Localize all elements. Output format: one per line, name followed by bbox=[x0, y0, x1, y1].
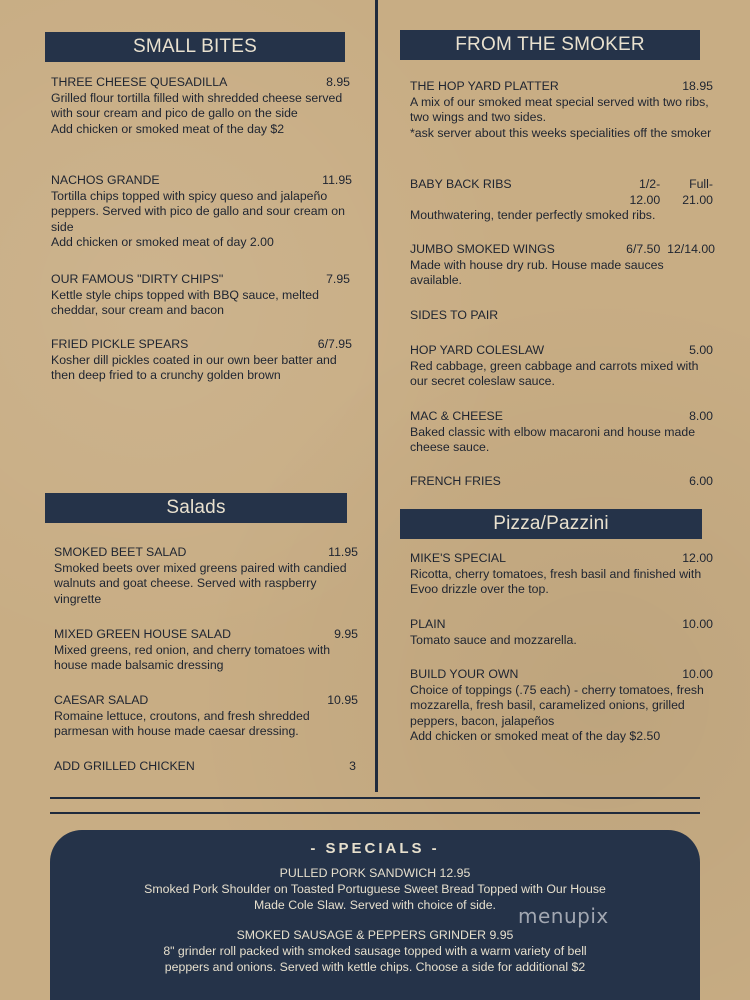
item-name: MAC & CHEESE bbox=[410, 409, 503, 423]
item-name: FRENCH FRIES bbox=[410, 474, 501, 488]
special-description: 8" grinder roll packed with smoked sausage topped with a warm variety of bell bbox=[163, 944, 587, 958]
special-description: peppers and onions. Served with kettle chips. Choose a side for additional $2 bbox=[164, 960, 586, 974]
item-price: 10.95 bbox=[327, 693, 358, 707]
menu-item bbox=[54, 759, 358, 775]
item-note: Add chicken or smoked meat of day 2.00 bbox=[51, 235, 274, 250]
salads-items bbox=[54, 545, 358, 785]
menu-item bbox=[410, 667, 715, 745]
section-title-pizza: Pizza/Pazzini bbox=[400, 509, 702, 539]
item-price: 11.95 bbox=[328, 545, 358, 559]
item-description: Baked classic with elbow macaroni and house made cheese sauce. bbox=[410, 424, 696, 455]
menu-item bbox=[410, 551, 715, 598]
small-bites-items bbox=[51, 75, 352, 395]
menu-item bbox=[54, 545, 358, 607]
item-description: Smoked beets over mixed greens paired with candied walnuts and goat cheese. Served with raspberry vingrette bbox=[54, 560, 347, 606]
menu-item bbox=[51, 173, 352, 251]
item-description: A mix of our smoked meat special served with two ribs, two wings and two sides. bbox=[410, 94, 709, 125]
item-description: Kosher dill pickles coated in our own beer batter and then deep fried to a crunchy golden brown bbox=[51, 352, 337, 383]
item-price: 7.95 bbox=[326, 272, 350, 286]
item-name: THE HOP YARD PLATTER bbox=[410, 79, 559, 93]
menu-item bbox=[410, 617, 715, 648]
item-description: Mixed greens, red onion, and cherry tomatoes with house made balsamic dressing bbox=[54, 642, 331, 673]
item-price: 6.00 bbox=[689, 474, 713, 488]
item-name: FRIED PICKLE SPEARS bbox=[51, 337, 189, 351]
special-description: Smoked Pork Shoulder on Toasted Portuguese Sweet Bread Topped with Our House bbox=[144, 882, 606, 896]
item-description: Tomato sauce and mozzarella. bbox=[410, 632, 577, 647]
item-name: HOP YARD COLESLAW bbox=[410, 343, 545, 357]
menu-item bbox=[410, 242, 715, 289]
item-description: Ricotta, cherry tomatoes, fresh basil and finished with Evoo drizzle over the top. bbox=[410, 566, 702, 597]
center-divider bbox=[375, 0, 378, 792]
item-price: 9.95 bbox=[334, 627, 358, 641]
item-name: OUR FAMOUS "DIRTY CHIPS" bbox=[51, 272, 224, 286]
menu-item bbox=[54, 627, 358, 674]
item-price: 5.00 bbox=[689, 343, 713, 357]
item-price: 10.00 bbox=[682, 617, 713, 631]
menu-item bbox=[410, 343, 715, 390]
item-price: 8.00 bbox=[689, 409, 713, 423]
item-description: Choice of toppings (.75 each) - cherry tomatoes, fresh mozzarella, fresh basil, caramelized onions, grilled peppers, bacon, jalapeños bbox=[410, 682, 704, 728]
item-price: 8.95 bbox=[326, 75, 350, 89]
item-name: PLAIN bbox=[410, 617, 446, 631]
item-name: THREE CHEESE QUESADILLA bbox=[51, 75, 228, 89]
menu-item bbox=[410, 474, 715, 490]
smoker-items bbox=[410, 79, 715, 499]
bottom-divider-2 bbox=[50, 812, 700, 814]
item-price: 18.95 bbox=[682, 79, 713, 93]
menu-item bbox=[54, 693, 358, 740]
item-name: JUMBO SMOKED WINGS bbox=[410, 242, 555, 256]
half-rack-label: 1/2- bbox=[639, 177, 661, 191]
menu-item bbox=[51, 272, 352, 319]
specials-title: - SPECIALS - bbox=[310, 840, 440, 857]
item-description: Romaine lettuce, croutons, and fresh shredded parmesan with house made caesar dressing. bbox=[54, 708, 310, 739]
item-name: NACHOS GRANDE bbox=[51, 173, 160, 187]
item-note: *ask server about this weeks specialities off the smoker bbox=[410, 125, 712, 140]
item-description: Tortilla chips topped with spicy queso and jalapeño peppers. Served with pico de gallo and sour cream on side bbox=[51, 188, 345, 234]
menu-subheading bbox=[410, 308, 715, 324]
item-name: BABY BACK RIBS bbox=[410, 177, 512, 191]
smoker-section bbox=[400, 30, 700, 60]
item-name: ADD GRILLED CHICKEN bbox=[54, 759, 195, 773]
item-price: 6/7.95 bbox=[317, 337, 352, 351]
half-rack-price: 12.00 bbox=[629, 192, 661, 207]
special-name: SMOKED SAUSAGE & PEPPERS GRINDER 9.95 bbox=[236, 928, 514, 942]
item-price: 6/7.50 12/14.00 bbox=[626, 242, 715, 256]
item-description: Grilled flour tortilla filled with shredded cheese served with sour cream and pico de gallo on the side bbox=[51, 90, 343, 121]
menu-item bbox=[51, 337, 352, 384]
menu-item bbox=[410, 409, 715, 456]
item-note: Add chicken or smoked meat of the day $2 bbox=[51, 121, 285, 136]
item-description: Red cabbage, green cabbage and carrots mixed with our secret coleslaw sauce. bbox=[410, 358, 699, 389]
section-title-small-bites: SMALL BITES bbox=[45, 32, 345, 62]
menu-item bbox=[51, 75, 352, 137]
item-name: CAESAR SALAD bbox=[54, 693, 149, 707]
item-description: Kettle style chips topped with BBQ sauce, melted cheddar, sour cream and bacon bbox=[51, 287, 319, 318]
item-note: Add chicken or smoked meat of the day $2.50 bbox=[410, 729, 661, 744]
special-description: Made Cole Slaw. Served with choice of side. bbox=[254, 898, 496, 912]
salads-section bbox=[45, 493, 347, 523]
watermark: menupix bbox=[518, 904, 609, 928]
item-price: 3 bbox=[349, 759, 356, 773]
item-price: 12.00 bbox=[682, 551, 713, 565]
item-name: BUILD YOUR OWN bbox=[410, 667, 519, 681]
bottom-divider-1 bbox=[50, 797, 700, 799]
item-price: 10.00 bbox=[682, 667, 713, 681]
item-name: SIDES TO PAIR bbox=[410, 308, 499, 322]
item-price: 11.95 bbox=[322, 173, 352, 187]
full-rack-price: 21.00 bbox=[682, 192, 713, 207]
full-rack-label: Full- bbox=[689, 177, 713, 191]
menu-item bbox=[410, 79, 715, 141]
item-name: MIKE'S SPECIAL bbox=[410, 551, 506, 565]
special-name: PULLED PORK SANDWICH 12.95 bbox=[279, 866, 471, 880]
pizza-section bbox=[400, 509, 702, 539]
item-description: Made with house dry rub. House made sauces available. bbox=[410, 257, 664, 288]
pizza-items bbox=[410, 551, 715, 751]
section-title-smoker: FROM THE SMOKER bbox=[400, 30, 700, 60]
item-description: Mouthwatering, tender perfectly smoked ribs. bbox=[410, 208, 656, 223]
item-name: SMOKED BEET SALAD bbox=[54, 545, 187, 559]
item-name: MIXED GREEN HOUSE SALAD bbox=[54, 627, 231, 641]
section-title-salads: Salads bbox=[45, 493, 347, 523]
menu-item bbox=[410, 177, 715, 224]
